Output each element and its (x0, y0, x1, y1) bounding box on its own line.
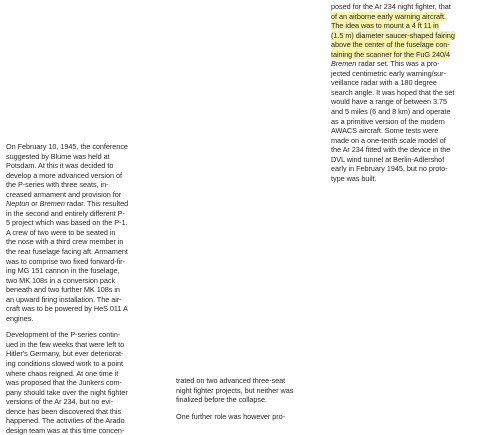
text-line: was proposed that the Junkers com- (6, 378, 122, 388)
text-line: A crew of two were to be seated in (6, 227, 116, 237)
text-line: Potsdam. At this it was decided to (6, 161, 114, 171)
text-line: trated on two advanced three-seat (176, 376, 286, 385)
text-line: ing conditions slowed work to a point (6, 359, 123, 369)
text-line: dence has been discovered that this (6, 406, 122, 416)
text-line: Hitler's Germany, but ever deteriorat- (6, 349, 124, 359)
text-line: On February 10, 1945, the conference (6, 142, 128, 151)
text-line: as a primitive version of the modern (331, 116, 445, 126)
text-line: night fighter projects, but neither was (176, 385, 294, 395)
highlight-mark: taining the scanner for the FuG 240/4 (331, 49, 451, 59)
text-line: made on a one-tenth scale model of (331, 135, 446, 145)
text-line: ing MG 151 cannon in the fuselage, (6, 266, 120, 276)
paragraph-spacer (176, 405, 336, 412)
highlight-mark: above the center of the fuselage con- (331, 40, 450, 50)
highlighted-text-line (331, 12, 497, 22)
text-line: Development of the P-series contin- (6, 330, 121, 340)
text-line: posed for the Ar 234 night fighter, that (331, 2, 451, 11)
italic-term: Bremen (331, 59, 357, 69)
italic-term: Bremen (39, 199, 65, 209)
highlighted-text-line (331, 21, 497, 31)
left-column (6, 142, 166, 435)
paragraph (176, 376, 336, 405)
text-line: develop a more advanced version of (6, 170, 122, 180)
middle-column (176, 376, 336, 421)
text-line: 5 project which was based on the P-1. (6, 218, 128, 228)
paragraph (6, 330, 166, 435)
paragraph-spacer (6, 323, 166, 330)
text-line: craft was to be powered by HeS 011 A (6, 304, 128, 314)
text-line: jected centimetric early warning/sur- (331, 68, 446, 78)
text-line: AWACS aircraft. Some tests were (331, 126, 439, 136)
text-line: search angle. It was hoped that the set (331, 87, 455, 97)
highlight-mark: The idea was to mount a 4 ft 11 in (331, 21, 439, 31)
text-line: suggested by Blume was held at (6, 151, 110, 161)
text-line: finalized before the collapse. (176, 395, 267, 405)
text-line: would have a range of between 3.75 (331, 97, 447, 107)
paragraph (176, 412, 336, 422)
text-line: was to comprise two fixed forward-fir- (6, 256, 125, 266)
text-line: the P-series with three seats, in- (6, 180, 109, 190)
text-line: the rear fuselage facing aft. Armament (6, 247, 128, 257)
text-line: One further role was however pro- (176, 411, 286, 421)
highlighted-text-line (331, 40, 497, 50)
paragraph (6, 142, 166, 323)
text-line: the Ar 234 fitted with the device in the (331, 145, 451, 155)
text-line: an upward firing installation. The air- (6, 294, 122, 304)
text-line: DVL wind tunnel at Berlin-Adlershof (331, 154, 445, 164)
highlighted-text-line (331, 31, 497, 41)
text-line: in the second and entirely different P- (6, 208, 125, 218)
text-line: design team was at this time concen- (6, 425, 125, 435)
text-line: pany should take over the night fighter (6, 387, 128, 397)
text-line: engines. (6, 313, 34, 323)
text-line: veillance radar with a 180 degree (331, 78, 437, 88)
right-column (331, 2, 497, 183)
highlight-mark: (1.5 m) diameter saucer-shaped fairing (331, 30, 455, 40)
text-line: the nose with a third crew member in (6, 237, 124, 247)
text-line: two MK 108s in a conversion pack (6, 275, 116, 285)
text-line: where chaos reigned. At one time it (6, 368, 119, 378)
text-line: happened. The activities of the Arado (6, 416, 125, 426)
text-line: beneath and two further MK 108s in (6, 285, 120, 295)
italic-term: Neptun (6, 199, 30, 209)
text-line: type was built. (331, 173, 377, 183)
text-line: creased armament and provision for (6, 189, 122, 199)
text-line: early in February 1945, but no proto- (331, 164, 448, 174)
highlighted-text-line (331, 50, 497, 60)
highlight-mark: of an airborne early warning aircraft. (331, 11, 446, 21)
text-line: ued in the few weeks that were left to (6, 339, 125, 349)
text-line: versions of the Ar 234, but no evi- (6, 397, 113, 407)
text-line: and 5 miles (6 and 8 km) and operate (331, 107, 451, 117)
text-line: Bremen radar set. This was a pro- (331, 59, 440, 69)
text-line: Neptun or Bremen radar. This resulted (6, 199, 129, 209)
